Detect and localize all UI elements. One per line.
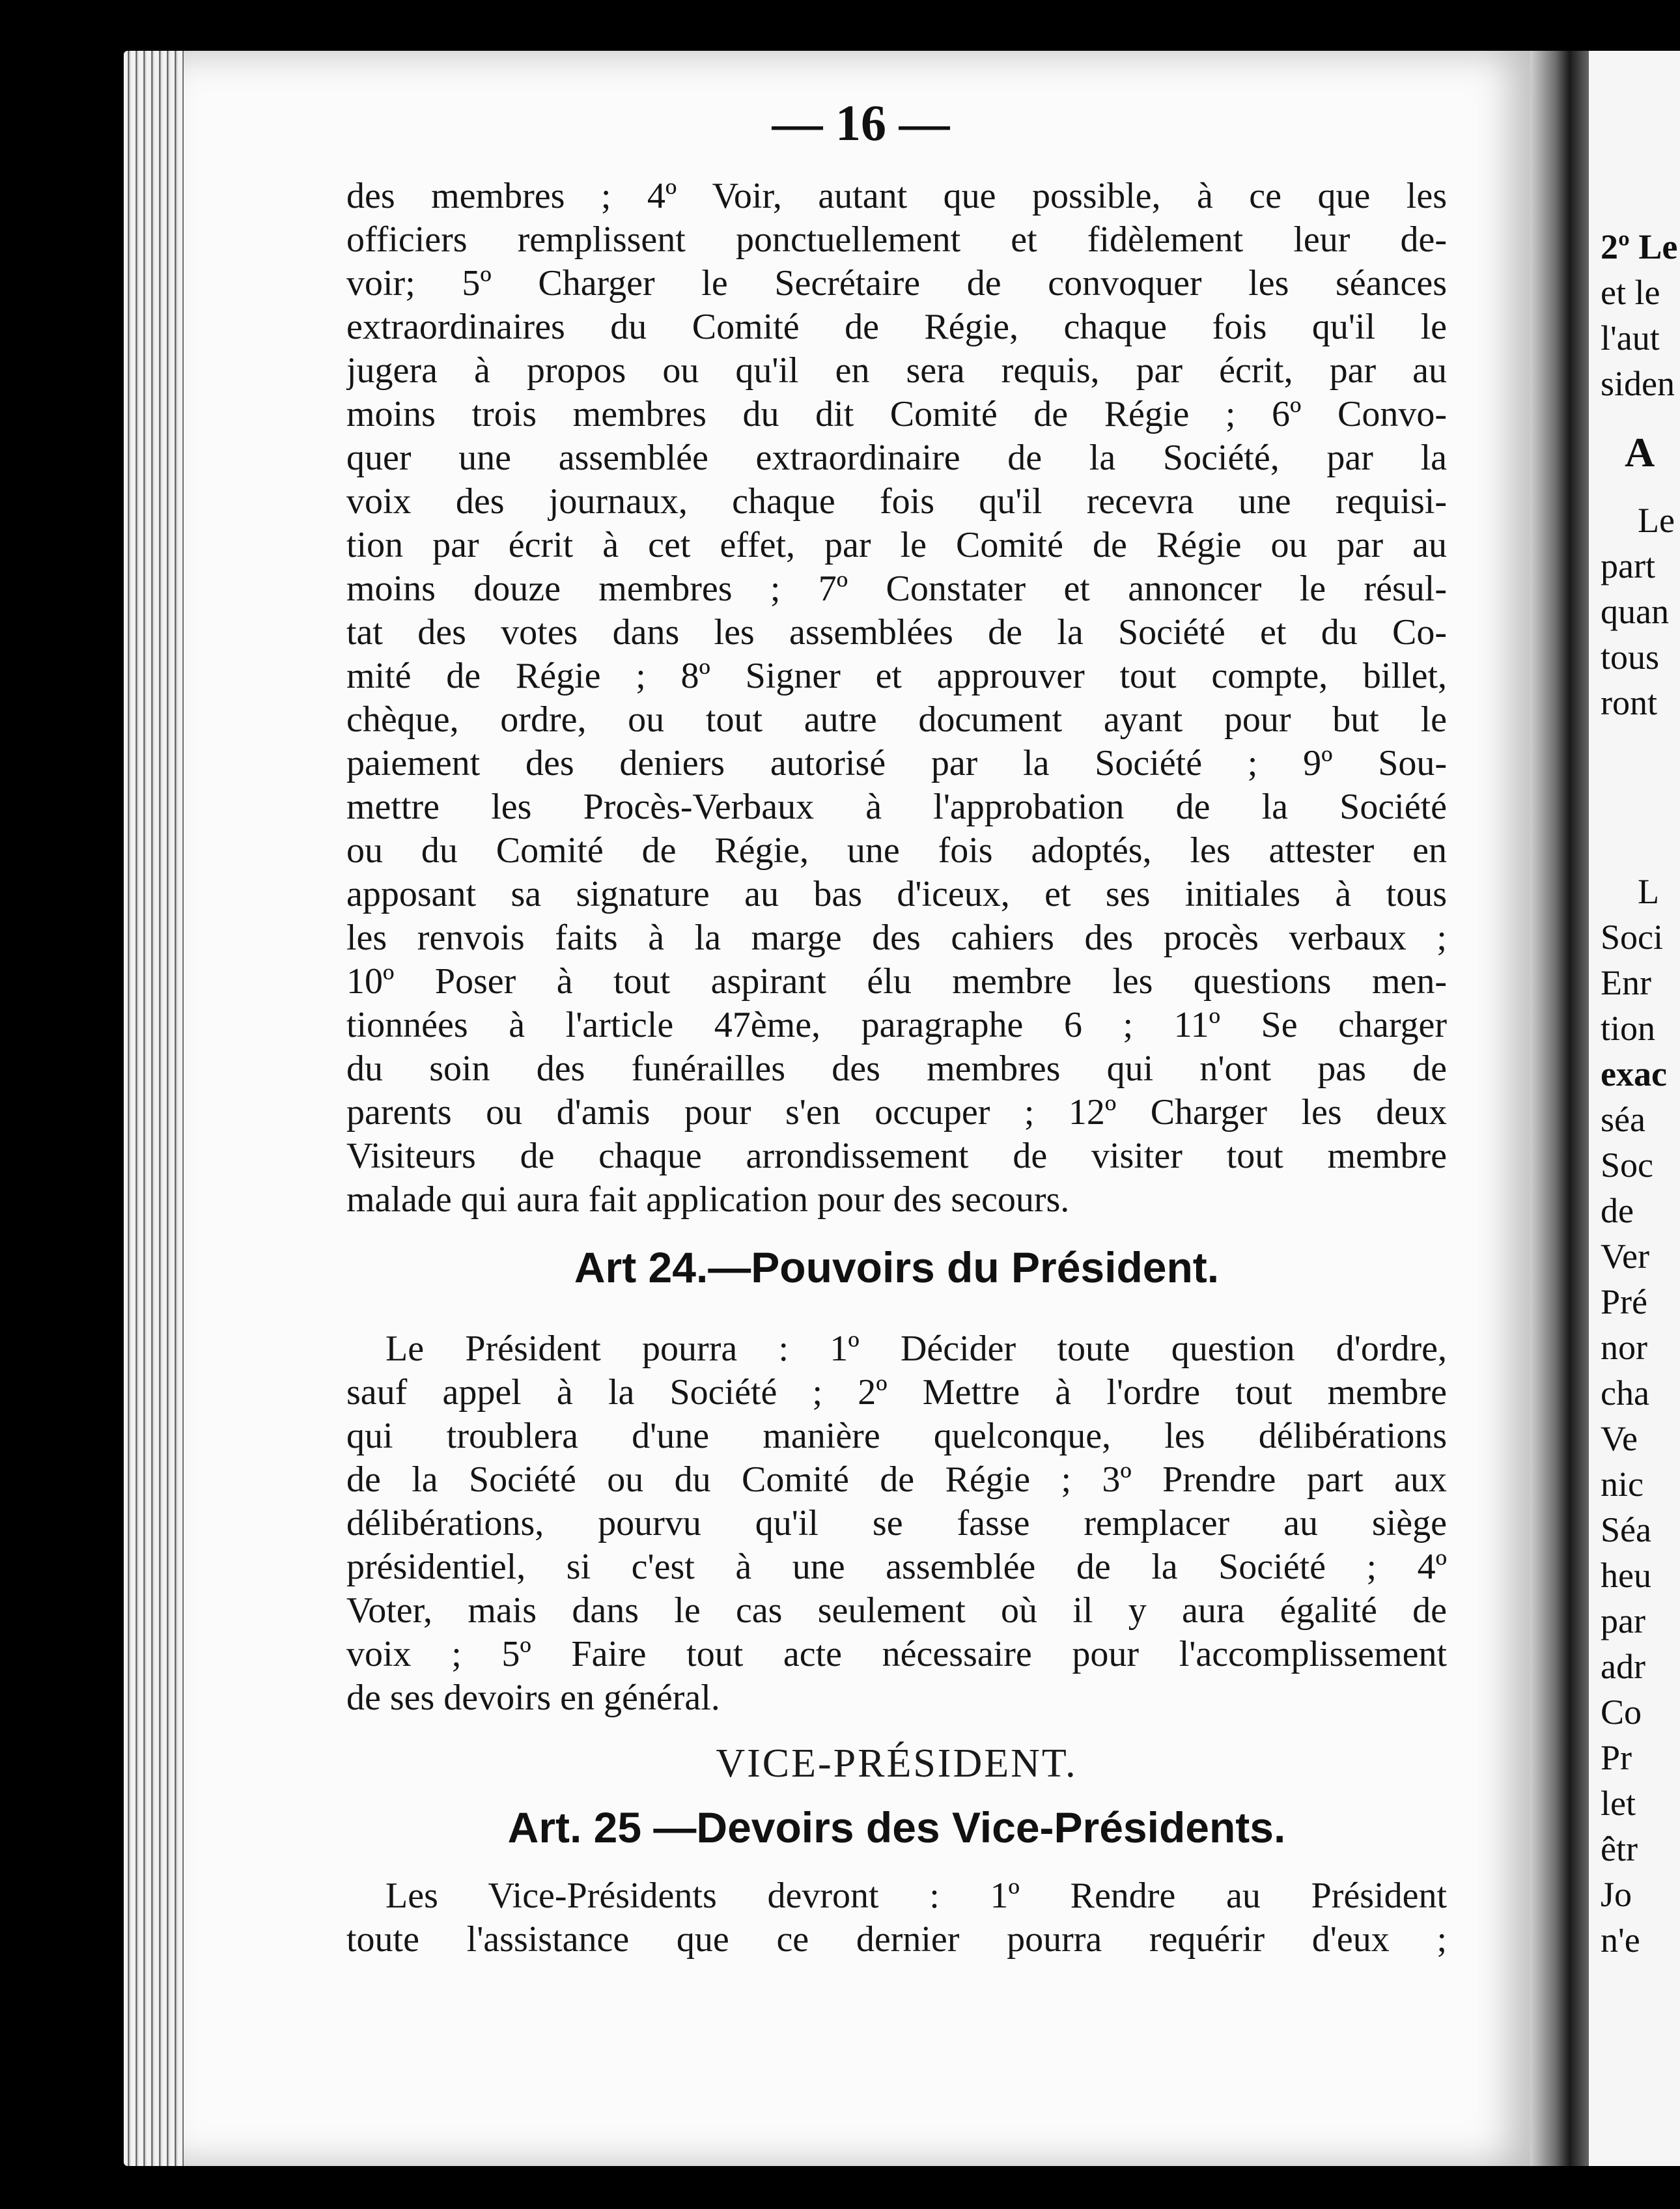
text-line: 10º Poser à tout aspirant élu membre les questions men- <box>346 961 1447 1002</box>
next-page-line: Le <box>1638 501 1675 540</box>
text-line: tionnées à l'article 47ème, paragraphe 6 ; 11º Se charger <box>346 1005 1447 1045</box>
next-page-line: quan <box>1601 592 1669 631</box>
text-line: toute l'assistance que ce dernier pourra requérir d'eux ; <box>346 1919 1447 1960</box>
next-page-line: êtr <box>1601 1829 1638 1868</box>
next-page-line: séa <box>1601 1100 1645 1139</box>
text-line: des membres ; 4º Voir, autant que possible, à ce que les <box>346 176 1447 216</box>
next-page-line: n'e <box>1601 1921 1640 1960</box>
text-line: voir; 5º Charger le Secrétaire de convoquer les séances <box>346 263 1447 303</box>
text-line: délibérations, pourvu qu'il se fasse remplacer au siège <box>346 1503 1447 1543</box>
text-line: quer une assemblée extraordinaire de la Société, par la <box>346 438 1447 478</box>
article-24-body <box>346 1327 1447 1720</box>
text-line: chèque, ordre, ou tout autre document ayant pour but le <box>346 699 1447 740</box>
next-page-line: et le <box>1601 273 1660 312</box>
vice-president-section-title: VICE-PRÉSIDENT. <box>716 1741 1078 1786</box>
text-line: sauf appel à la Société ; 2º Mettre à l'ordre tout membre <box>346 1372 1447 1413</box>
text-line: voix des journaux, chaque fois qu'il recevra une requisi- <box>346 481 1447 522</box>
next-page-line: Ver <box>1601 1237 1649 1276</box>
next-page-line: L <box>1638 872 1659 911</box>
next-page-line: Co <box>1601 1693 1642 1732</box>
text-line: tat des votes dans les assemblées de la Société et du Co- <box>346 612 1447 653</box>
paragraph-article-23-continued <box>346 175 1447 1222</box>
text-line: de la Société ou du Comité de Régie ; 3º Prendre part aux <box>346 1459 1447 1500</box>
next-page-line: Séa <box>1601 1510 1651 1549</box>
text-line: malade qui aura fait application pour des secours. <box>346 1179 1070 1220</box>
next-page-line: par <box>1601 1601 1645 1640</box>
text-line: apposant sa signature au bas d'iceux, et ses initiales à tous <box>346 874 1447 914</box>
page-edges <box>124 51 189 2166</box>
article-24-heading: Art 24.—Pouvoirs du Président. <box>574 1243 1220 1291</box>
article-25-heading: Art. 25 —Devoirs des Vice-Présidents. <box>507 1803 1286 1851</box>
text-line: voix ; 5º Faire tout acte nécessaire pour l'accomplissement <box>346 1634 1447 1674</box>
article-25-body <box>346 1874 1447 1962</box>
text-line: Voter, mais dans le cas seulement où il y aura égalité de <box>346 1590 1447 1631</box>
next-page-line: Pré <box>1601 1282 1647 1321</box>
text-line: paiement des deniers autorisé par la Société ; 9º Sou- <box>346 743 1447 783</box>
next-page-line: siden <box>1601 364 1675 403</box>
next-page-line: 2º Le <box>1601 227 1678 266</box>
text-line: qui troublera d'une manière quelconque, les délibérations <box>346 1416 1447 1456</box>
next-page-line: nic <box>1601 1465 1644 1504</box>
next-page-line: part <box>1601 546 1655 585</box>
text-line: mité de Régie ; 8º Signer et approuver tout compte, billet, <box>346 656 1447 696</box>
next-page-line: let <box>1601 1784 1636 1823</box>
page-number: — 16 — <box>772 94 950 151</box>
next-page-line: heu <box>1601 1556 1651 1595</box>
next-page-line: adr <box>1601 1647 1645 1686</box>
text-line: les renvois faits à la marge des cahiers des procès verbaux ; <box>346 918 1447 958</box>
next-page-line: Jo <box>1601 1875 1632 1914</box>
next-page-line: de <box>1601 1191 1634 1230</box>
next-page-line: Pr <box>1601 1738 1632 1777</box>
text-line: présidentiel, si c'est à une assemblée de la Société ; 4º <box>346 1547 1447 1587</box>
text-line: Le Président pourra : 1º Décider toute question d'ordre, <box>385 1329 1447 1369</box>
next-page-line: nor <box>1601 1328 1647 1367</box>
next-page-line: Ve <box>1601 1419 1638 1458</box>
text-line: extraordinaires du Comité de Régie, chaque fois qu'il le <box>346 307 1447 347</box>
next-page-line: cha <box>1601 1373 1649 1413</box>
next-page-line: ront <box>1601 683 1657 722</box>
next-page-line: tous <box>1601 638 1660 677</box>
next-page-line: l'aut <box>1601 318 1660 358</box>
text-line: ou du Comité de Régie, une fois adoptés, les attester en <box>346 830 1447 871</box>
text-line: moins douze membres ; 7º Constater et annoncer le résul- <box>346 569 1447 609</box>
book-page <box>184 51 1538 2166</box>
text-line: tion par écrit à cet effet, par le Comité de Régie ou par au <box>346 525 1447 565</box>
next-page-line: A <box>1625 429 1655 475</box>
text-line: moins trois membres du dit Comité de Régie ; 6º Convo- <box>346 394 1447 434</box>
text-line: du soin des funérailles des membres qui n'ont pas de <box>346 1048 1447 1089</box>
text-line: jugera à propos ou qu'il en sera requis, par écrit, par au <box>346 350 1447 391</box>
text-line: de ses devoirs en général. <box>346 1678 720 1718</box>
next-page-line: Soc <box>1601 1146 1653 1185</box>
text-line: Les Vice-Présidents devront : 1º Rendre au Président <box>385 1876 1447 1916</box>
text-line: officiers remplissent ponctuellement et fidèlement leur de- <box>346 219 1447 260</box>
next-page-line: exac <box>1601 1054 1667 1093</box>
text-line: mettre les Procès-Verbaux à l'approbation de la Société <box>346 787 1447 827</box>
text-line: parents ou d'amis pour s'en occuper ; 12º Charger les deux <box>346 1092 1447 1133</box>
text-line: Visiteurs de chaque arrondissement de visiter tout membre <box>346 1136 1447 1176</box>
next-page-line: Enr <box>1601 963 1651 1002</box>
next-page-line: Soci <box>1601 918 1664 957</box>
next-page-line: tion <box>1601 1009 1656 1048</box>
next-page-fragment <box>1589 51 1680 2166</box>
